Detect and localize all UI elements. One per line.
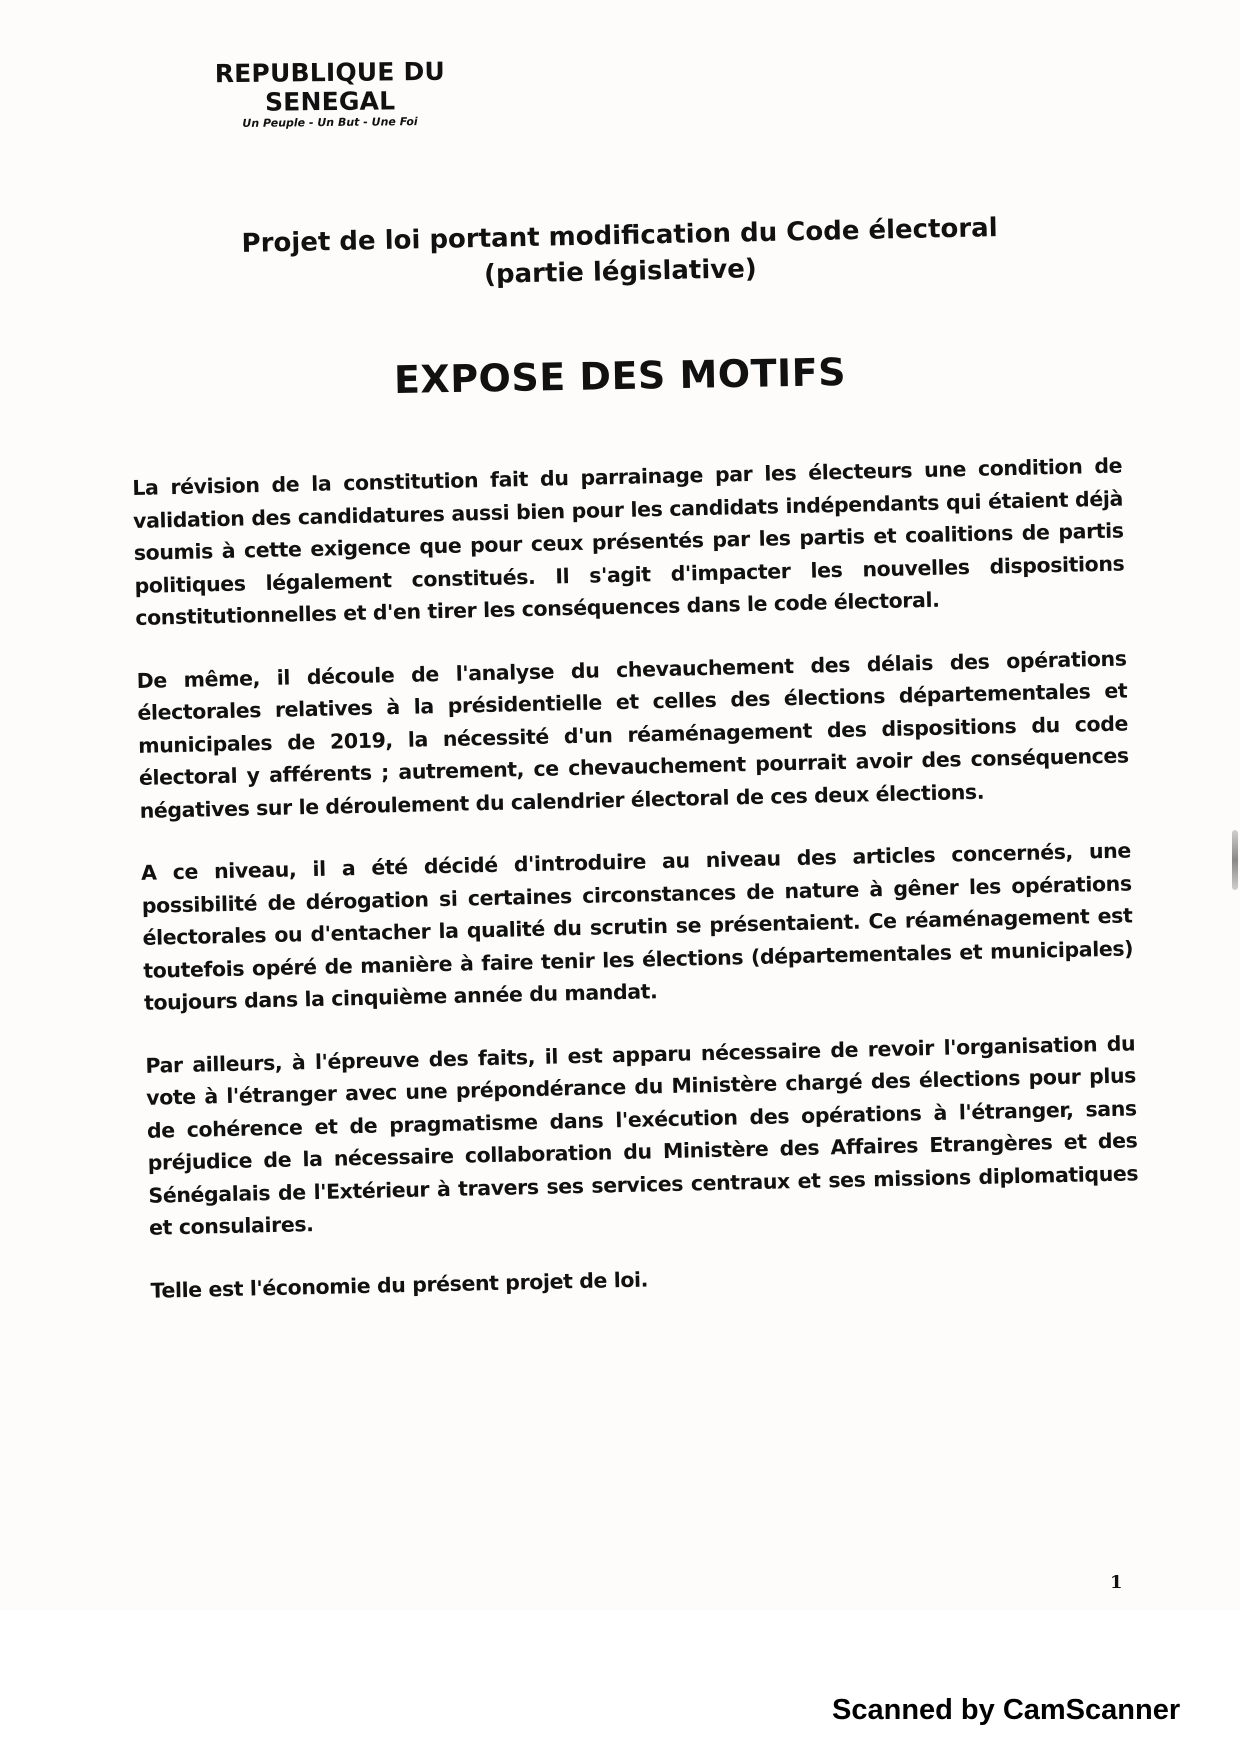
paragraph-2: De même, il découle de l'analyse du chevauchement des délais des opérations électorales relatives à la présidentielle et celles des élections départementales et municipales de 2019, la nécessité d'un réaménagement des dispositions du code électoral y afférents ; autrement, ce chevauchement pourrait avoir des conséquences négatives sur le déroulement du calendrier électoral de ces deux élections. <box>136 645 1129 823</box>
national-motto: Un Peuple - Un But - Une Foi <box>242 115 418 130</box>
section-heading: EXPOSE DES MOTIFS <box>393 350 847 402</box>
paragraph-3: A ce niveau, il a été décidé d'introduire au niveau des articles concernés, une possibilité de dérogation si certaines circonstances de nature à gêner les opérations électorales ou d'entacher la qualité du scrutin se présentaient. Ce réaménagement est toutefois opéré de manière à faire tenir les élections (départementales et municipales) toujours dans la cinquième année du mandat. <box>140 838 1134 1015</box>
page-edge-shadow <box>1232 830 1238 890</box>
closing-sentence: Telle est l'économie du présent projet de loi. <box>150 1267 649 1303</box>
title-line-2: (partie législative) <box>483 254 758 290</box>
page-number: 1 <box>1110 1572 1123 1593</box>
paragraph-1: La révision de la constitution fait du parrainage par les électeurs une condition de validation des candidatures aussi bien pour les candidats indépendants qui étaient déjà soumis à cette exigence que pour ceux présentés par les partis et coalitions de partis politiques légalement constitués. Il s'agit d'impacter les nouvelles dispositions constitutionnelles et d'en tirer les conséquences dans le code électoral. <box>132 453 1125 630</box>
document-body <box>132 450 1141 1307</box>
country-name: REPUBLIQUE DU SENEGAL <box>214 56 446 117</box>
document-title <box>199 209 1040 299</box>
letterhead <box>150 58 510 129</box>
title-line-1: Projet de loi portant modification du Code électoral <box>241 213 998 259</box>
paragraph-4: Par ailleurs, à l'épreuve des faits, il est apparu nécessaire de revoir l'organisation du vote à l'étranger avec une prépondérance du Ministère chargé des élections pour plus de cohérence et de pragmatisme dans l'exécution des opérations à l'étranger, sans préjudice de la nécessaire collaboration du Ministère des Affaires Etrangères et des Sénégalais de l'Extérieur à travers ses services centraux et ses missions diplomatiques et consulaires. <box>145 1030 1139 1240</box>
scanner-watermark: Scanned by CamScanner <box>832 1694 1181 1726</box>
